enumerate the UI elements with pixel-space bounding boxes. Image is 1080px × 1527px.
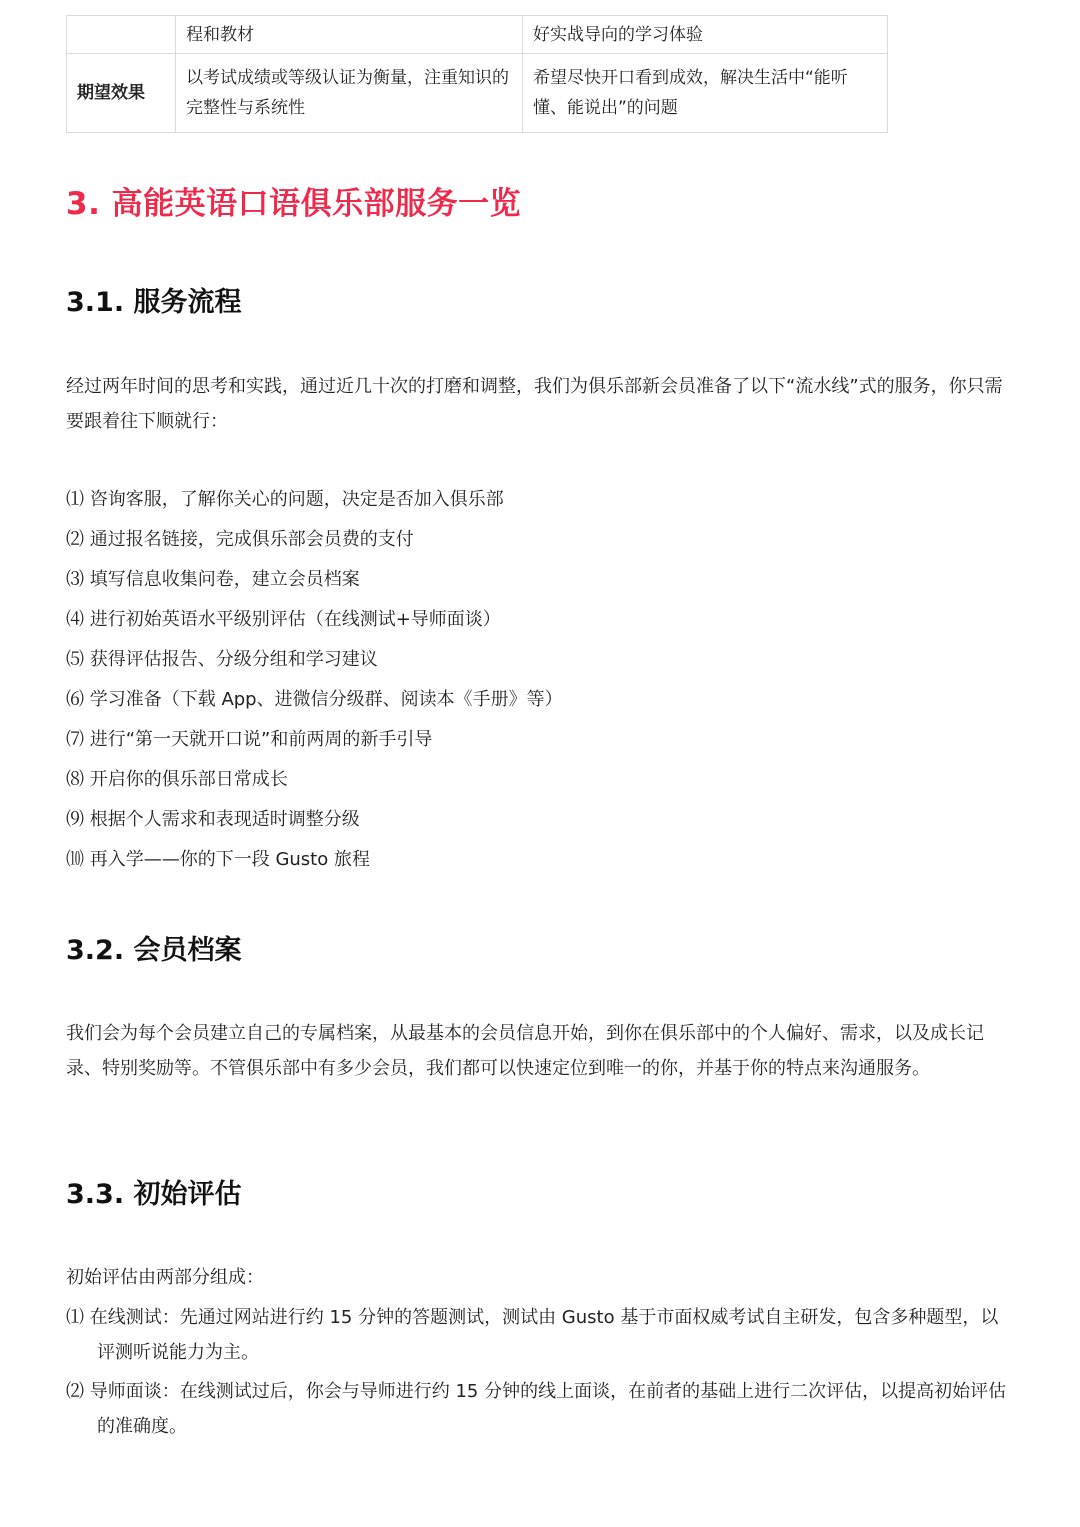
table-row <box>67 54 888 133</box>
table-row <box>67 16 888 54</box>
subsection-heading: 3.1. 服务流程 <box>66 287 242 318</box>
table-cell: 以考试成绩或等级认证为衡量，注重知识的完整性与系统性 <box>176 54 523 133</box>
list-item: ⑺ 进行“第一天就开口说”和前两周的新手引导 <box>66 729 433 750</box>
subsection-heading: 3.2. 会员档案 <box>66 935 242 966</box>
comparison-table <box>66 15 888 133</box>
table-cell: 希望尽快开口看到成效，解决生活中“能听懂、能说出”的问题 <box>523 54 888 133</box>
section-heading: 3. 高能英语口语俱乐部服务一览 <box>66 186 522 222</box>
evaluation-list <box>66 1300 1011 1448</box>
subsection-heading: 3.3. 初始评估 <box>66 1179 242 1210</box>
service-steps-list <box>66 482 563 882</box>
list-item: ⑹ 学习准备（下载 App、进微信分级群、阅读本《手册》等） <box>66 689 563 710</box>
row-label-cell: 期望效果 <box>67 54 176 133</box>
list-item: ⑵ 通过报名链接，完成俱乐部会员费的支付 <box>66 529 414 550</box>
paragraph: 初始评估由两部分组成： <box>66 1267 264 1288</box>
list-item: ⑵ 导师面谈：在线测试过后，你会与导师进行约 15 分钟的线上面谈，在前者的基础上进行二次评估，以提高初始评估的准确度。 <box>66 1381 1007 1437</box>
list-item: ⑶ 填写信息收集问卷，建立会员档案 <box>66 569 360 590</box>
list-item: ⑷ 进行初始英语水平级别评估（在线测试+导师面谈） <box>66 609 501 630</box>
row-label-cell <box>67 16 176 54</box>
list-item: ⑸ 获得评估报告、分级分组和学习建议 <box>66 649 378 670</box>
list-item: ⑼ 根据个人需求和表现适时调整分级 <box>66 809 360 830</box>
paragraph: 经过两年时间的思考和实践，通过近几十次的打磨和调整，我们为俱乐部新会员准备了以下“流水线”式的服务，你只需要跟着往下顺就行： <box>66 376 1003 432</box>
paragraph: 我们会为每个会员建立自己的专属档案，从最基本的会员信息开始，到你在俱乐部中的个人偏好、需求，以及成长记录、特别奖励等。不管俱乐部中有多少会员，我们都可以快速定位到唯一的你，并基于你的特点来沟通服务。 <box>66 1023 984 1079</box>
list-item: ⑽ 再入学——你的下一段 Gusto 旅程 <box>66 849 370 870</box>
table-cell: 程和教材 <box>176 16 523 54</box>
list-item: ⑴ 在线测试：先通过网站进行约 15 分钟的答题测试，测试由 Gusto 基于市面权威考试自主研发，包含多种题型，以评测听说能力为主。 <box>66 1307 999 1363</box>
list-item: ⑻ 开启你的俱乐部日常成长 <box>66 769 288 790</box>
list-item: ⑴ 咨询客服，了解你关心的问题，决定是否加入俱乐部 <box>66 489 504 510</box>
table-cell: 好实战导向的学习体验 <box>523 16 888 54</box>
